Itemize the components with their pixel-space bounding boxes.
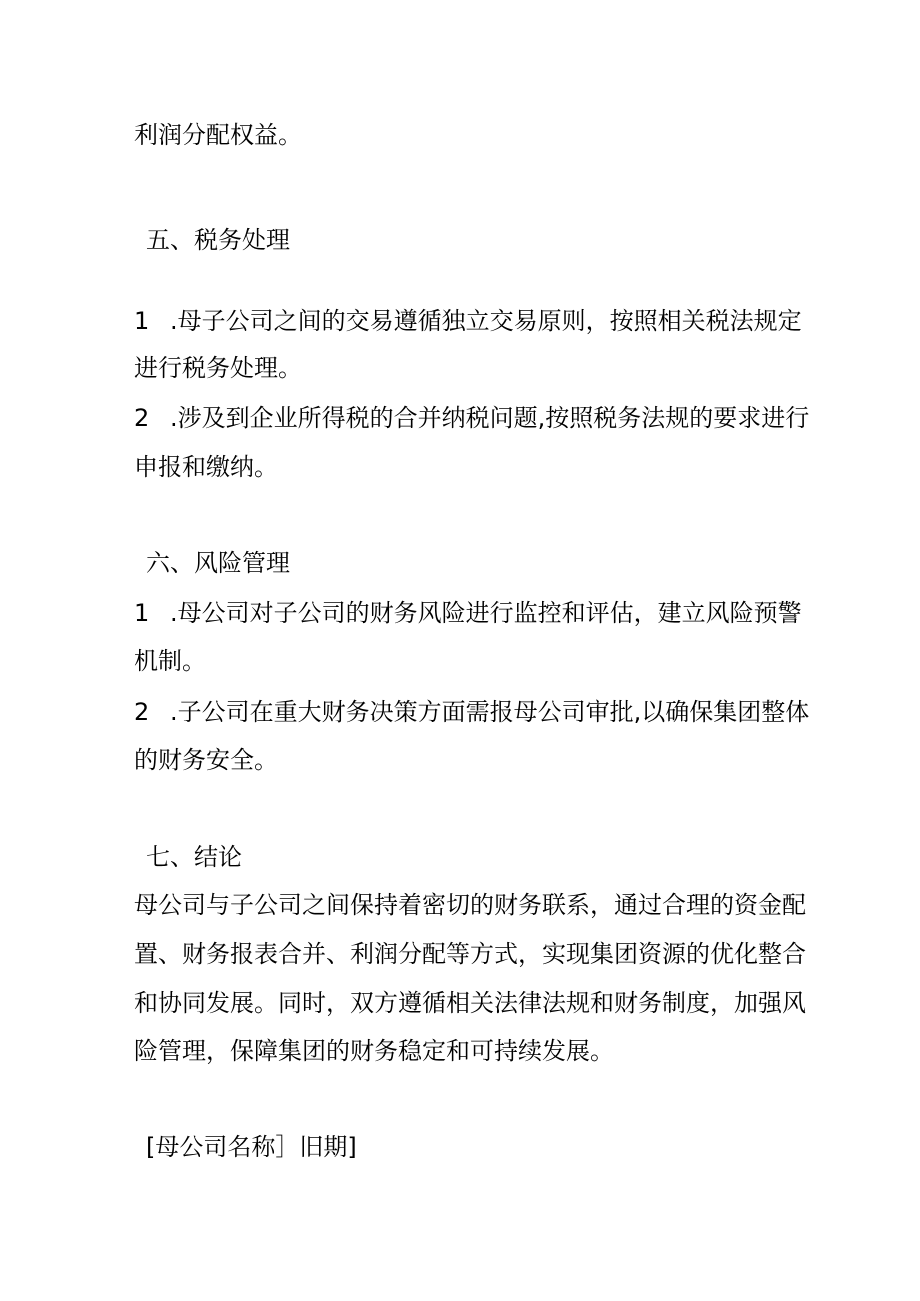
tax-item-1-line-1 <box>134 305 802 337</box>
risk-item-2-line-2: 的财务安全。 <box>134 746 278 774</box>
conclusion-line-4: 险管理，保障集团的财务稳定和可持续发展。 <box>134 1037 614 1065</box>
item-text: .母子公司之间的交易遵循独立交易原则，按照相关税法规定 <box>170 307 802 335</box>
risk-item-2-line-1 <box>134 696 809 728</box>
risk-item-1-line-1 <box>134 597 802 629</box>
tax-item-2-line-1 <box>134 402 809 434</box>
risk-item-1-line-2: 机制。 <box>134 647 206 675</box>
conclusion-line-1: 母公司与子公司之间保持着密切的财务联系，通过合理的资金配 <box>134 891 806 919</box>
section-heading-tax: 五、税务处理 <box>146 226 290 254</box>
item-text: .子公司在重大财务决策方面需报母公司审批,以确保集团整体 <box>170 698 810 726</box>
item-text: .涉及到企业所得税的合并纳税问题,按照税务法规的要求进行 <box>170 404 810 432</box>
item-number: 1 <box>134 307 150 335</box>
item-number: 1 <box>134 599 150 627</box>
continuation-text: 利润分配权益。 <box>134 121 302 149</box>
section-heading-risk: 六、风险管理 <box>146 549 290 577</box>
signoff-placeholder: [母公司名称］旧期] <box>146 1133 357 1161</box>
conclusion-line-3: 和协同发展。同时，双方遵循相关法律法规和财务制度，加强风 <box>134 989 806 1017</box>
conclusion-line-2: 置、财务报表合并、利润分配等方式，实现集团资源的优化整合 <box>134 940 806 968</box>
item-number: 2 <box>134 404 150 432</box>
item-text: .母公司对子公司的财务风险进行监控和评估，建立风险预警 <box>170 599 802 627</box>
section-heading-conclusion: 七、结论 <box>146 843 242 871</box>
tax-item-2-line-2: 申报和缴纳。 <box>134 453 278 481</box>
item-number: 2 <box>134 698 150 726</box>
tax-item-1-line-2: 进行税务处理。 <box>134 354 302 382</box>
